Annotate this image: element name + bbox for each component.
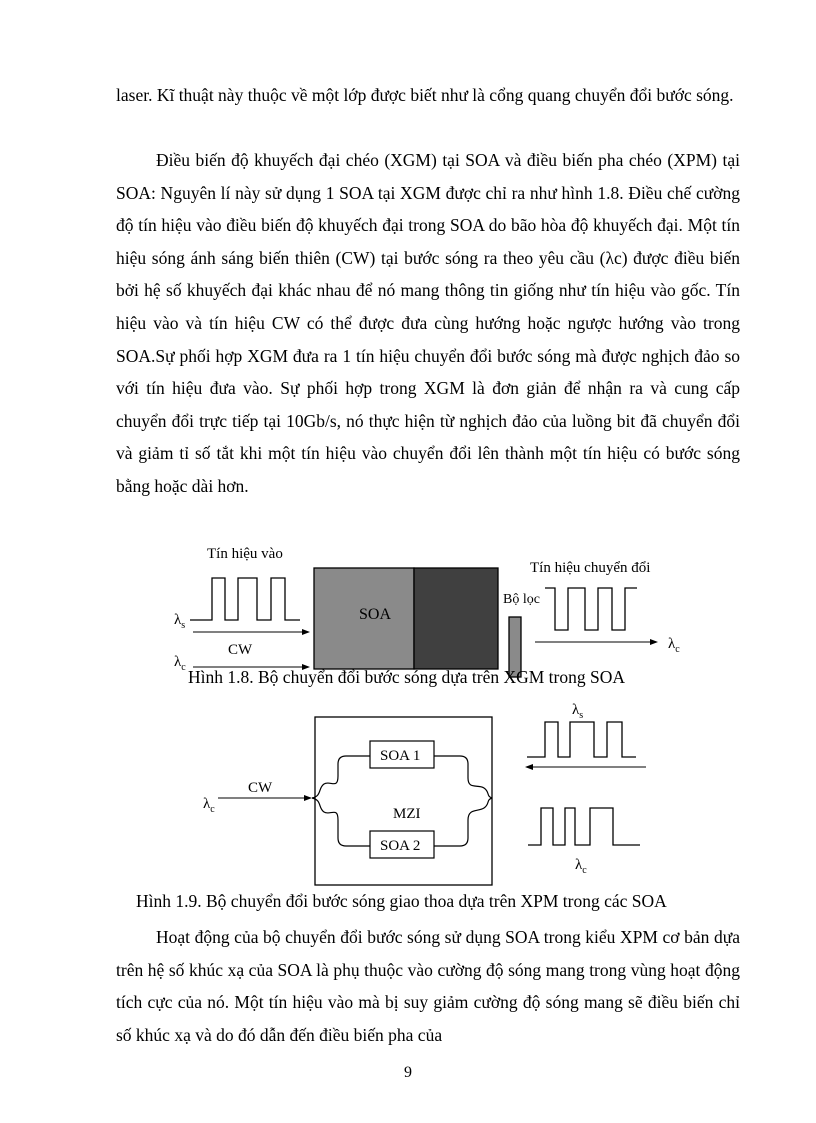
filter-label: Bộ lọc [503,592,540,607]
output-lambda-c-label: $\lambda_c$ [668,636,680,655]
paragraph-2: Điều biến độ khuyếch đại chéo (XGM) tại SOA và điều biến pha chéo (XPM) tại SOA: Nguyên lí này sử dụng 1 SOA tại XGM được chỉ ra như hình 1.8. Điều chế cường độ tín hiệu vào điều biến độ khuyếch đại trong SOA do bão hòa độ khuyếch đại. Một tín hiệu sóng ánh sáng biến thiên (CW) tại bước sóng ra theo yêu cầu (λc) được điều biến bởi hệ số khuyếch đại khác nhau để nó mang thông tin giống như tín hiệu vào gốc. Tín hiệu vào và tín hiệu CW có thể được đưa cùng hướng hoặc ngược hướng vào trong SOA.Sự phối hợp XGM đưa ra 1 tín hiệu chuyển đổi bước sóng mà được nghịch đảo so với tín hiệu đưa vào. Sự phối hợp trong XGM là đơn giản để nhận ra và cung cấp chuyển đổi trực tiếp tại 10Gb/s, nó thực hiện từ nghịch đảo của luồng bit đã chuyển đổi và giảm tỉ số tắt khi một tín hiệu vào chuyển đổi lên thành một tín hiệu có bước sóng bằng hoặc dài hơn. [116,150,740,496]
input-signal-label: Tín hiệu vào [207,546,283,562]
lambda-c-input-label: $\lambda_c$ [203,796,215,815]
mzi-label: MZI [393,806,421,822]
combiner-lower-arm [434,798,492,846]
paragraph-1: laser. Kĩ thuật này thuộc về một lớp được biết như là cổng quang chuyển đổi bước sóng. [116,85,734,105]
figure-1-9-diagram [0,695,816,890]
figure-1-8-caption: Hình 1.8. Bộ chuyển đổi bước sóng dựa trên XGM trong SOA [188,667,626,687]
output-signal-label: Tín hiệu chuyển đổi [530,560,651,576]
soa1-label: SOA 1 [380,748,421,764]
figure-1-9-caption: Hình 1.9. Bộ chuyển đổi bước sóng giao thoa dựa trên XPM trong các SOA [136,891,667,911]
lambda-c-label: $\lambda_c$ [174,654,186,673]
converted-pulse-train [528,808,640,845]
splitter-lower-arm [312,798,370,846]
output-pulse-train [545,588,637,630]
splitter-upper-arm [312,756,370,798]
cw-input-arrowhead [304,795,312,801]
soa2-label: SOA 2 [380,838,421,854]
lambda-c-output-label: $\lambda_c$ [575,857,587,876]
input-pulse-train [190,578,300,620]
signal-reverse-arrowhead [525,764,533,770]
soa-block-dark [414,568,498,669]
input-arrowhead [302,629,310,635]
paragraph-3: Hoạt động của bộ chuyển đổi bước sóng sử dụng SOA trong kiểu XPM cơ bản dựa trên hệ số khúc xạ của SOA là phụ thuộc vào cường độ sóng mang trong vùng hoạt động tích cực của nó. Một tín hiệu vào mà bị suy giảm cường độ sóng mang sẽ điều biến chỉ số khúc xạ và do đó dẫn đến điều biến pha của [116,927,740,1045]
cw-label: CW [228,642,253,658]
soa-label: SOA [359,606,392,623]
output-arrowhead [650,639,658,645]
signal-pulse-train [527,722,636,757]
combiner-upper-arm [434,756,492,798]
page-number: 9 [404,1064,412,1081]
lambda-s-label: $\lambda_s$ [174,612,186,631]
lambda-s-output-label: $\lambda_s$ [572,702,584,721]
cw-label: CW [248,780,273,796]
